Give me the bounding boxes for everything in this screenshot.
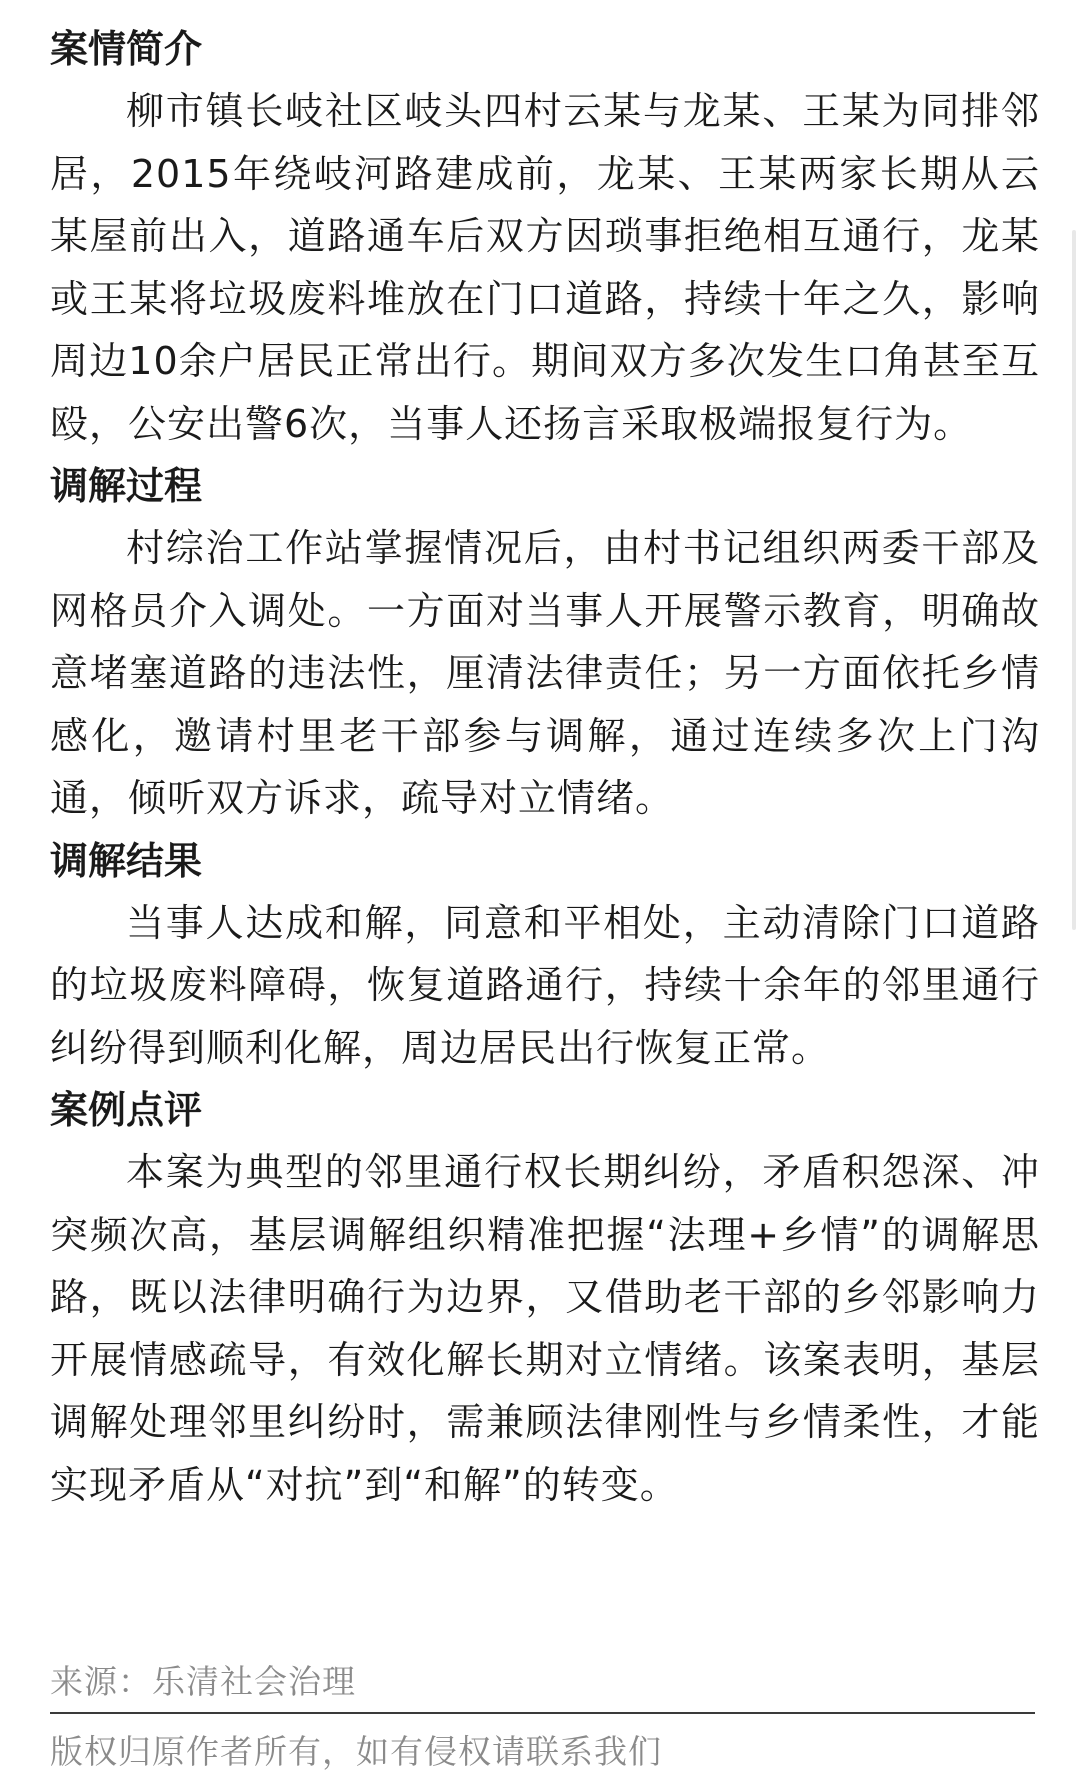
section-title-case-commentary: 案例点评 bbox=[50, 1088, 203, 1132]
page-scrollbar[interactable] bbox=[1072, 230, 1076, 930]
section-title-mediation-process: 调解过程 bbox=[50, 464, 203, 508]
section-text-mediation-result: 当事人达成和解，同意和平相处，主动清除门口道路的垃圾废料障碍，恢复道路通行，持续十余年的邻里通行纠纷得到顺利化解，周边居民出行恢复正常。 bbox=[50, 900, 1040, 1070]
section-text-case-commentary: 本案为典型的邻里通行权长期纠纷，矛盾积怨深、冲突频次高，基层调解组织精准把握“法理+乡情”的调解思路，既以法律明确行为边界，又借助老干部的乡邻影响力开展情感疏导，有效化解长期对立情绪。该案表明，基层调解处理邻里纠纷时，需兼顾法律刚性与乡情柔性，才能实现矛盾从“对抗”到“和解”的转变。 bbox=[50, 1150, 1040, 1507]
section-text-case-summary: 柳市镇长岐社区岐头四村云某与龙某、王某为同排邻居，2015年绕岐河路建成前，龙某、王某两家长期从云某屋前出入，道路通车后双方因琐事拒绝相互通行，龙某或王某将垃圾废料堆放在门口道路，持续十年之久，影响周边10余户居民正常出行。期间双方多次发生口角甚至互殴，公安出警6次，当事人还扬言采取极端报复行为。 bbox=[50, 89, 1040, 446]
source-credit: 来源：乐清社会治理 bbox=[50, 1662, 356, 1701]
article-body bbox=[50, 18, 1040, 1516]
section-title-case-summary: 案情简介 bbox=[50, 27, 203, 71]
footer-divider bbox=[50, 1712, 1035, 1714]
copyright-notice: 版权归原作者所有，如有侵权请联系我们 bbox=[50, 1732, 662, 1771]
section-text-mediation-process: 村综治工作站掌握情况后，由村书记组织两委干部及网格员介入调处。一方面对当事人开展警示教育，明确故意堵塞道路的违法性，厘清法律责任；另一方面依托乡情感化，邀请村里老干部参与调解，通过连续多次上门沟通，倾听双方诉求，疏导对立情绪。 bbox=[50, 526, 1040, 820]
section-title-mediation-result: 调解结果 bbox=[50, 838, 203, 883]
